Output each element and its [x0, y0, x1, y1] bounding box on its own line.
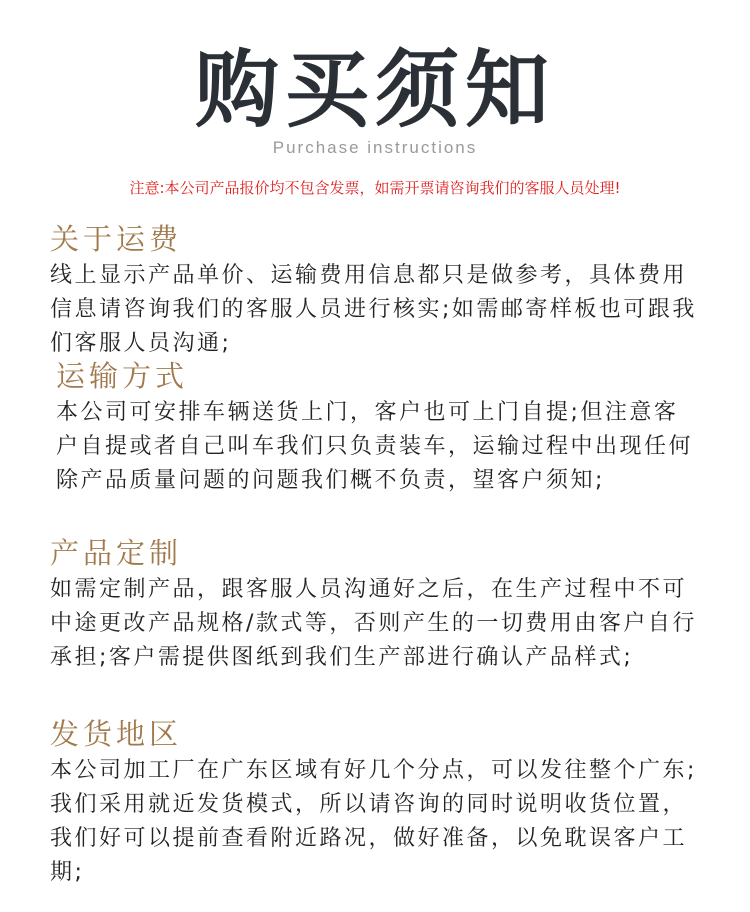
page-subtitle: Purchase instructions: [272, 138, 478, 157]
section-body: 本公司可安排车辆送货上门，客户也可上门自提;但注意客户自提或者自己叫车我们只负责装车，运输过程中出现任何除产品质量问题的问题我们概不负责，望客户须知;: [56, 400, 694, 493]
section-heading: 产品定制: [50, 536, 183, 570]
section-body: 线上显示产品单价、运输费用信息都只是做参考，具体费用信息请咨询我们的客服人员进行核实;如需邮寄样板也可跟我们客服人员沟通;: [50, 263, 697, 356]
section-shipping-method: [56, 358, 696, 498]
section-heading: 发货地区: [50, 717, 183, 751]
section-customization: [50, 535, 710, 675]
section-shipping-fee: [50, 221, 710, 361]
page-title: 购买须知: [194, 41, 555, 139]
section-body: 本公司加工厂在广东区域有好几个分点，可以发往整个广东;我们采用就近发货模式，所以请咨询的同时说明收货位置，我们好可以提前查看附近路况，做好准备，以免耽误客户工期;: [50, 758, 697, 885]
section-heading: 运输方式: [56, 359, 189, 393]
section-delivery-area: [50, 716, 710, 890]
section-heading: 关于运费: [50, 222, 183, 256]
section-body: 如需定制产品，跟客服人员沟通好之后，在生产过程中不可中途更改产品规格/款式等，否则产生的一切费用由客户自行承担;客户需提供图纸到我们生产部进行确认产品样式;: [50, 577, 697, 670]
invoice-notice: 注意:本公司产品报价均不包含发票，如需开票请咨询我们的客服人员处理!: [129, 179, 621, 197]
